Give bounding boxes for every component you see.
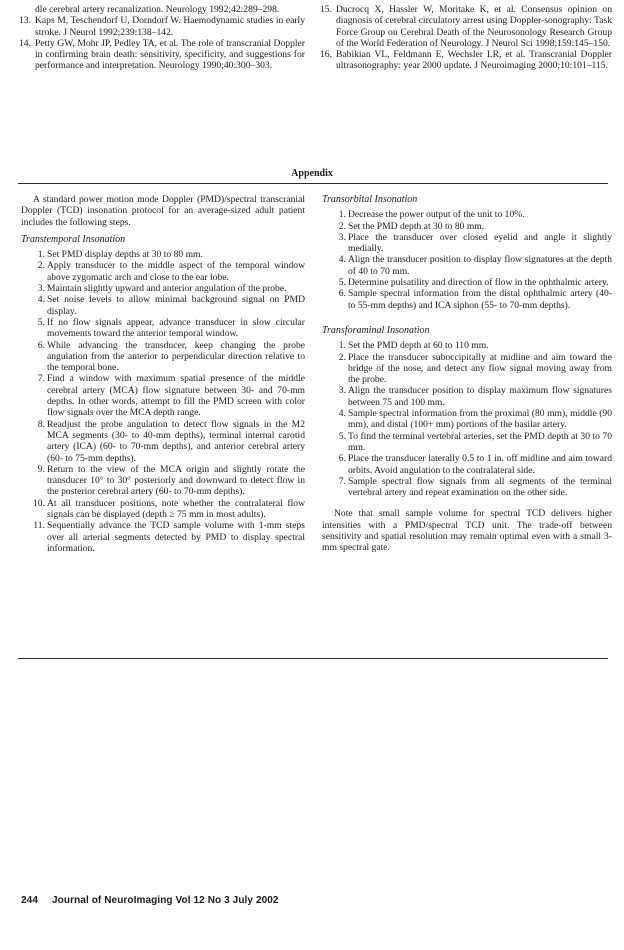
step-item	[21, 498, 305, 521]
step-text: Place the transducer suboccipitally at midline and aim toward the bridge of the nose, and detect any flow signal moving away from the probe.	[348, 351, 612, 386]
step-text: Apply transducer to the middle aspect of the temporal window above zygomatic arch and close to the ear lobe.	[47, 260, 305, 283]
step-item	[322, 232, 612, 255]
step-item	[322, 277, 612, 288]
step-number: 6.	[338, 453, 346, 465]
appendix-left-column	[21, 194, 305, 554]
step-text: Readjust the probe angulation to detect flow signals in the M2 MCA segments (30- to 40-mm depths), terminal internal carotid artery (ICA) (60- to 70-mm depths), and anterior cerebral artery (60- to 75-mm depths).	[47, 418, 305, 464]
reference-item	[322, 4, 612, 49]
step-number: 5.	[338, 277, 346, 289]
step-text: Place the transducer laterally 0.5 to 1 in. off midline and aim toward orbits. Avoid angulation to the contralateral side.	[348, 453, 612, 476]
step-item	[21, 317, 305, 340]
step-text: Decrease the power output of the unit to 10%.	[348, 209, 525, 221]
step-item	[21, 419, 305, 464]
page-footer	[21, 895, 279, 906]
step-number: 7.	[338, 475, 346, 487]
step-number: 6.	[338, 288, 346, 300]
step-number: 4.	[338, 254, 346, 266]
step-text: Set the PMD depth at 60 to 110 mm.	[348, 340, 489, 352]
step-text: Sample spectral information from the distal ophthalmic artery (40- to 55-mm depths) and ICA siphon (55- to 70-mm depths).	[348, 288, 612, 311]
step-item	[322, 476, 612, 499]
step-number: 7.	[37, 373, 45, 385]
step-number: 10.	[33, 497, 45, 509]
step-number: 2.	[37, 260, 45, 272]
step-number: 9.	[37, 463, 45, 475]
step-item	[322, 408, 612, 431]
step-item	[21, 373, 305, 418]
step-item	[322, 288, 612, 311]
reference-number: 14.	[19, 37, 31, 49]
step-text: Maintain slightly upward and anterior angulation of the probe.	[47, 283, 287, 295]
step-text: To find the terminal vertebral arteries, set the PMD depth at 30 to 70 mm.	[348, 430, 612, 453]
step-item	[21, 294, 305, 317]
step-number: 1.	[338, 340, 346, 352]
step-number: 3.	[338, 385, 346, 397]
step-item	[21, 260, 305, 283]
intro-paragraph: A standard power motion mode Doppler (PMD)/spectral transcranial Doppler (TCD) insonation protocol for an average-sized adult patient includes the following steps.	[21, 194, 305, 228]
step-text: Find a window with maximum spatial presence of the middle cerebral artery (MCA) flow signature between 30- and 70-mm depths. In other words, attempt to fill the PMD screen with color flow signals over the MCA depth range.	[47, 373, 305, 419]
reference-list-left	[21, 4, 305, 72]
step-item	[21, 340, 305, 374]
step-text: Determine pulsatility and direction of flow in the ophthalmic artery.	[348, 277, 609, 289]
transtemporal-steps	[21, 249, 305, 554]
references-left-column	[21, 4, 305, 72]
step-number: 4.	[37, 294, 45, 306]
step-item	[21, 520, 305, 554]
transforaminal-heading: Transforaminal Insonation	[322, 324, 430, 336]
reference-text: Kaps M, Teschendorf U, Dorndorf W. Haemodynamic studies in early stroke. J Neurol 1992;239:138–142.	[35, 15, 305, 38]
step-item	[21, 464, 305, 498]
reference-text: Babikian VL, Feldmann E, Wechsler LR, et al. Transcranial Doppler ultrasonography: year 2000 update. J Neuroimaging 2000;10:101–115.	[336, 49, 612, 72]
reference-number: 16.	[320, 49, 332, 61]
step-number: 6.	[37, 339, 45, 351]
transtemporal-heading: Transtemporal Insonation	[21, 233, 126, 245]
step-text: Set noise levels to allow minimal background signal on PMD display.	[47, 294, 305, 317]
references-right-column	[322, 4, 612, 72]
step-item	[322, 254, 612, 277]
reference-item	[21, 15, 305, 38]
page-number: 244	[21, 895, 38, 906]
appendix-right-column	[322, 194, 612, 554]
journal-citation: Journal of NeuroImaging Vol 12 No 3 July 2002	[52, 895, 279, 906]
step-item	[322, 221, 612, 232]
step-text: Return to the view of the MCA origin and slightly rotate the transducer 10° to 30° posteriorly and downward to detect flow in the posterior cerebral artery (60- to 70-mm depths).	[47, 463, 305, 498]
step-text: Sequentially advance the TCD sample volume with 1-mm steps over all arterial segments detected by PMD to display spectral information.	[47, 520, 305, 554]
reference-list-right	[322, 4, 612, 72]
step-number: 1.	[37, 249, 45, 261]
step-number: 2.	[338, 351, 346, 363]
step-number: 5.	[37, 316, 45, 328]
appendix-bottom-rule	[18, 658, 608, 659]
reference-number: 15.	[320, 4, 332, 15]
step-number: 11.	[33, 520, 45, 532]
reference-number: 13.	[19, 15, 31, 27]
step-text: If no flow signals appear, advance transducer in slow circular movements toward the anterior temporal window.	[47, 316, 305, 340]
step-item	[322, 209, 612, 220]
step-text: While advancing the transducer, keep changing the probe angulation from the anterior to perpendicular direction relative to the temporal bone.	[47, 339, 305, 374]
step-number: 2.	[338, 220, 346, 232]
step-text: Set the PMD depth at 30 to 80 mm.	[348, 220, 485, 232]
step-text: Sample spectral flow signals from all segments of the terminal vertebral artery and repeat examination on the other side.	[348, 475, 612, 499]
step-text: Align the transducer position to display maximum flow signatures between 75 and 100 mm.	[348, 385, 612, 408]
step-item	[21, 283, 305, 294]
step-item	[322, 352, 612, 386]
transforaminal-steps	[322, 340, 612, 498]
step-item	[322, 385, 612, 408]
step-text: Place the transducer over closed eyelid and angle it slightly medially.	[348, 231, 612, 255]
step-item	[21, 249, 305, 260]
appendix-title: Appendix	[291, 168, 333, 179]
transorbital-heading: Transorbital Insonation	[322, 194, 418, 205]
reference-text: Petty GW, Mohr JP, Pedley TA, et al. The role of transcranial Doppler in confirming brain death: sensitivity, specificity, and suggestions for performance and interpretation. Neurology 1990;40:300–303.	[35, 37, 305, 72]
reference-text: Ducrocq X, Hassler W, Moritake K, et al. Consensus opinion on diagnosis of cerebral circulatory arrest using Doppler-sonography: Task Force Group on Cerebral Death of the Neurosonology Research Group of the World Federation of Neurology. J Neurol Sci 1998;159:145–150.	[336, 4, 612, 49]
reference-item	[21, 38, 305, 72]
step-text: Set PMD display depths at 30 to 80 mm.	[47, 249, 203, 261]
appendix-top-rule	[18, 183, 608, 184]
closing-note-paragraph: Note that small sample volume for spectral TCD delivers higher intensities with a PMD/spectral TCD unit. The trade-off between sensitivity and spatial resolution may remain optimal even with a small 3-mm spectral gate.	[322, 508, 612, 554]
reference-item	[322, 49, 612, 72]
step-number: 4.	[338, 408, 346, 420]
reference-item	[21, 4, 305, 15]
step-number: 1.	[338, 209, 346, 221]
step-text: Sample spectral information from the proximal (80 mm), middle (90 mm), and distal (100+ mm) portions of the basilar artery.	[348, 408, 612, 431]
step-number: 3.	[338, 231, 346, 243]
step-item	[322, 431, 612, 454]
step-item	[322, 453, 612, 476]
step-text: At all transducer positions, note whether the contralateral flow signals can be displayed (depth ≥ 75 mm in most adults).	[47, 497, 305, 521]
step-number: 3.	[37, 283, 45, 295]
reference-text: dle cerebral artery recanalization. Neurology 1992;42:289–298.	[35, 4, 280, 15]
transorbital-steps	[322, 209, 612, 311]
step-text: Align the transducer position to display flow signatures at the depth of 40 to 70 mm.	[348, 254, 612, 277]
step-number: 5.	[338, 430, 346, 442]
step-item	[322, 340, 612, 351]
step-number: 8.	[37, 418, 45, 430]
